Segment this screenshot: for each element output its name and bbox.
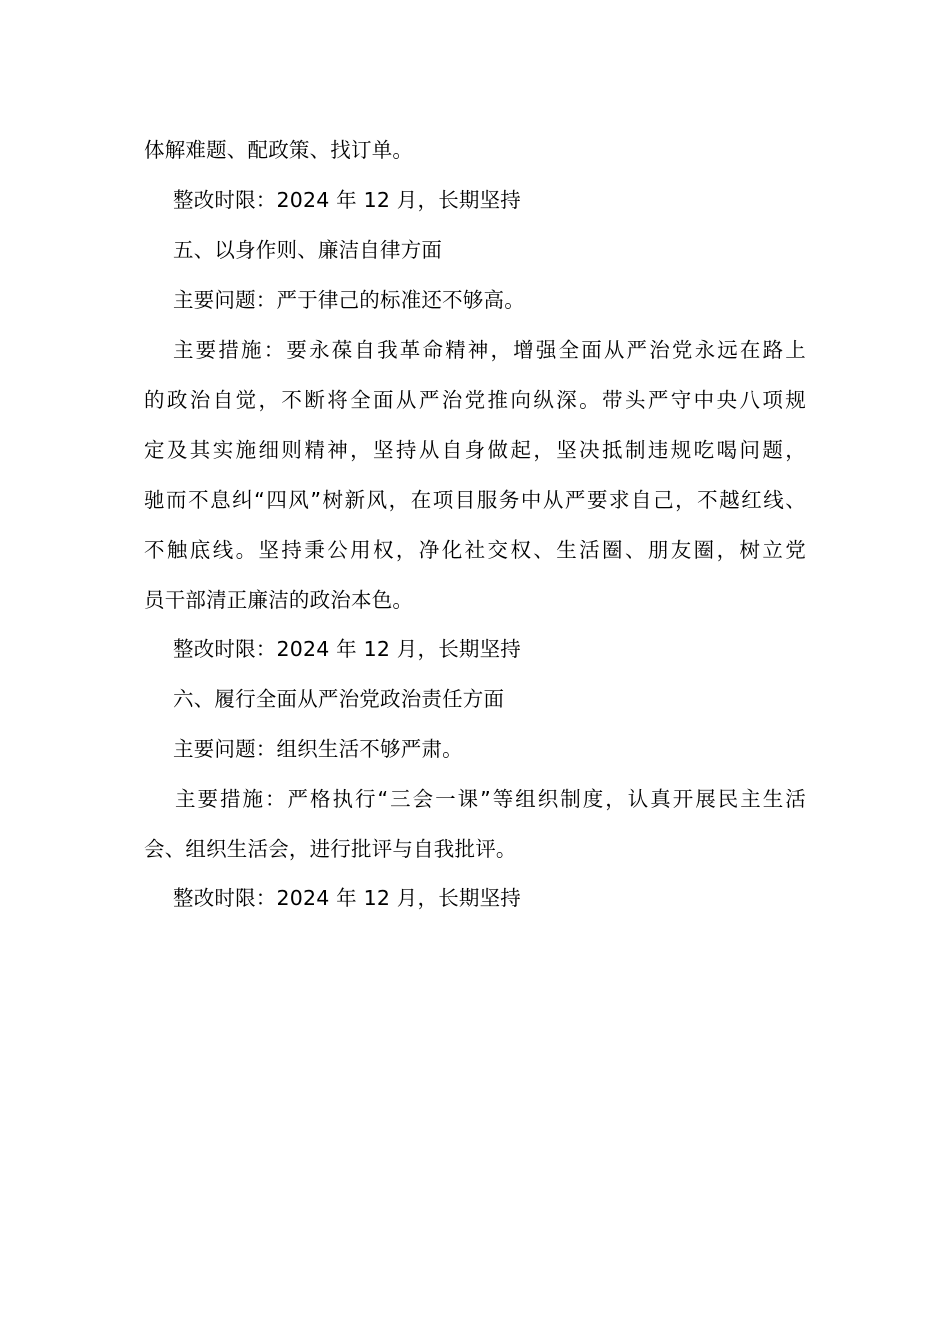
main-measures-5-line-4: 驰而不息纠“四风”树新风，在项目服务中从严要求自己，不越红线、 [144,488,806,512]
rectification-deadline-1: 整改时限：2024 年 12 月，长期坚持 [173,188,522,212]
paragraph-continuation-line: 体解难题、配政策、找订单。 [144,138,414,162]
main-problem-5: 主要问题：严于律己的标准还不够高。 [173,288,525,312]
rectification-deadline-2: 整改时限：2024 年 12 月，长期坚持 [173,637,522,661]
rectification-deadline-3: 整改时限：2024 年 12 月，长期坚持 [173,886,522,910]
section-heading-5: 五、以身作则、廉洁自律方面 [173,238,443,262]
main-measures-5-line-3: 定及其实施细则精神，坚持从自身做起，坚决抵制违规吃喝问题， [144,438,806,462]
section-heading-6: 六、履行全面从严治党政治责任方面 [173,687,505,711]
main-measures-5-line-1: 主要措施：要永葆自我革命精神，增强全面从严治党永远在路上 [173,338,806,362]
main-measures-5-line-2: 的政治自觉，不断将全面从严治党推向纵深。带头严守中央八项规 [144,388,806,412]
main-problem-6: 主要问题：组织生活不够严肃。 [173,737,463,761]
main-measures-6-line-1: 主要措施：严格执行“三会一课”等组织制度，认真开展民主生活 [175,787,806,811]
main-measures-5-line-6: 员干部清正廉洁的政治本色。 [144,588,414,612]
main-measures-5-line-5: 不触底线。坚持秉公用权，净化社交权、生活圈、朋友圈，树立党 [144,538,806,562]
main-measures-6-line-2: 会、组织生活会，进行批评与自我批评。 [144,837,517,861]
